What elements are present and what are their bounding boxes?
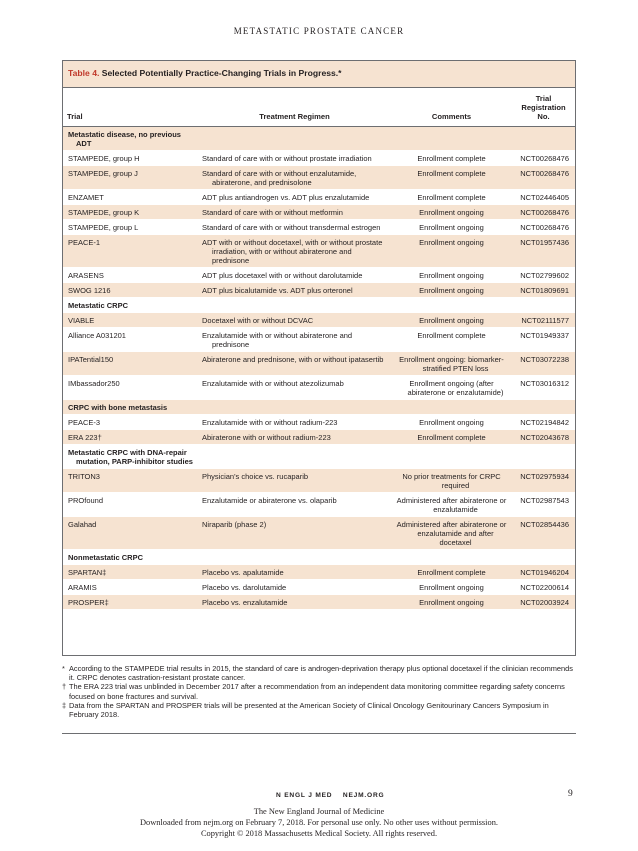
cell-trial-text: PEACE-3 xyxy=(68,418,101,427)
cell-registration xyxy=(512,580,575,595)
cell-registration xyxy=(512,430,575,445)
cell-registration-text: NCT02003924 xyxy=(520,598,569,607)
cell-comments-text: Enrollment ongoing: biomarker-stratified PTEN loss xyxy=(399,355,504,373)
cell-section-title-text: Nonmetastatic CRPC xyxy=(68,553,144,562)
cell-registration xyxy=(512,313,575,328)
cell-registration xyxy=(512,493,575,517)
cell-trial xyxy=(63,430,198,445)
cell-trial xyxy=(63,580,198,595)
cell-registration-text: NCT01809691 xyxy=(520,286,569,295)
cell-comments-text: Enrollment complete xyxy=(417,568,486,577)
cell-empty xyxy=(391,550,512,565)
cell-comments xyxy=(391,580,512,595)
cell-trial xyxy=(63,235,198,268)
header-regimen: Treatment Regimen xyxy=(198,88,391,127)
cell-regimen xyxy=(198,268,391,283)
cell-registration-text: NCT01949337 xyxy=(520,331,569,340)
cell-trial-text: SWOG 1216 xyxy=(68,286,111,295)
bottom-rule xyxy=(62,733,576,734)
cell-regimen xyxy=(198,469,391,493)
table-caption: Selected Potentially Practice-Changing Trials in Progress.* xyxy=(101,68,342,78)
cell-registration-text: NCT02987543 xyxy=(520,496,569,505)
cell-section-title-text: CRPC with bone metastasis xyxy=(68,403,168,412)
cell-comments-text: Administered after abiraterone or enzalutamide and after docetaxel xyxy=(396,520,507,547)
cell-registration xyxy=(512,205,575,220)
cell-empty xyxy=(512,298,575,313)
cell-empty xyxy=(198,550,391,565)
cell-regimen xyxy=(198,190,391,205)
cell-regimen xyxy=(198,352,391,376)
table-row xyxy=(63,151,575,166)
table-row xyxy=(63,469,575,493)
table-row xyxy=(63,517,575,550)
footnote xyxy=(62,682,578,700)
footnote-text: The ERA 223 trial was unblinded in December 2017 after a recommendation from an independent data monitoring committee regarding safety concerns focused on bone fractures and survival. xyxy=(69,682,565,701)
download-line: Copyright © 2018 Massachusetts Medical Society. All rights reserved. xyxy=(200,829,438,838)
cell-regimen-text: Standard of care with or without prostate irradiation xyxy=(202,154,372,163)
cell-comments xyxy=(391,517,512,550)
cell-regimen-text: Abiraterone and prednisone, with or without ipatasertib xyxy=(202,355,384,364)
table-section-row xyxy=(63,400,575,415)
cell-comments-text: Enrollment ongoing (after abiraterone or enzalutamide) xyxy=(407,379,504,397)
cell-regimen xyxy=(198,517,391,550)
cell-comments xyxy=(391,415,512,430)
journal-footer: N ENGL J MED NEJM.ORG xyxy=(276,792,385,799)
cell-regimen-text: ADT with or without docetaxel, with or without prostate irradiation, with or without abiraterone and prednisone xyxy=(202,238,383,265)
cell-registration-text: NCT03072238 xyxy=(520,355,569,364)
download-line: Downloaded from nejm.org on February 7, 2018. For personal use only. No other uses without permission. xyxy=(140,818,498,827)
cell-registration xyxy=(512,190,575,205)
cell-regimen xyxy=(198,565,391,580)
cell-trial xyxy=(63,352,198,376)
cell-comments-text: Enrollment complete xyxy=(417,331,486,340)
table-row xyxy=(63,220,575,235)
cell-empty xyxy=(512,445,575,469)
cell-registration-text: NCT00268476 xyxy=(520,154,569,163)
table-row xyxy=(63,595,575,610)
table-row xyxy=(63,283,575,298)
table-row xyxy=(63,376,575,400)
cell-comments xyxy=(391,352,512,376)
cell-regimen-text: Enzalutamide or abiraterone vs. olaparib xyxy=(202,496,337,505)
cell-comments-text: Enrollment ongoing xyxy=(419,271,484,280)
cell-comments-text: Enrollment ongoing xyxy=(419,418,484,427)
cell-regimen xyxy=(198,205,391,220)
cell-empty xyxy=(198,445,391,469)
table-label: Table 4. xyxy=(68,68,100,78)
cell-comments-text: Enrollment ongoing xyxy=(419,598,484,607)
table-row xyxy=(63,268,575,283)
cell-comments xyxy=(391,235,512,268)
cell-regimen-text: Placebo vs. darolutamide xyxy=(202,583,287,592)
cell-comments-text: Enrollment ongoing xyxy=(419,238,484,247)
cell-regimen xyxy=(198,220,391,235)
page-number: 9 xyxy=(568,789,573,799)
footnote xyxy=(62,701,578,719)
cell-trial-text: Alliance A031201 xyxy=(68,331,126,340)
cell-registration xyxy=(512,565,575,580)
cell-registration-text: NCT03016312 xyxy=(520,379,569,388)
table-title xyxy=(63,61,575,88)
cell-trial-text: IMbassador250 xyxy=(68,379,120,388)
cell-section-title xyxy=(63,550,198,565)
header-trial: Trial xyxy=(63,88,198,127)
cell-registration xyxy=(512,469,575,493)
cell-regimen xyxy=(198,313,391,328)
cell-comments xyxy=(391,205,512,220)
cell-trial xyxy=(63,565,198,580)
cell-registration-text: NCT02111577 xyxy=(521,316,569,325)
cell-trial xyxy=(63,268,198,283)
cell-comments xyxy=(391,430,512,445)
cell-registration xyxy=(512,352,575,376)
cell-comments xyxy=(391,469,512,493)
cell-registration xyxy=(512,268,575,283)
cell-empty xyxy=(391,127,512,151)
header-registration: Trial Registration No. xyxy=(512,88,575,127)
cell-section-title xyxy=(63,127,198,151)
table-row xyxy=(63,328,575,352)
cell-regimen-text: ADT plus docetaxel with or without darolutamide xyxy=(202,271,363,280)
cell-registration-text: NCT00268476 xyxy=(520,223,569,232)
cell-regimen-text: Standard of care with or without transdermal estrogen xyxy=(202,223,381,232)
cell-registration-text: NCT02854436 xyxy=(520,520,569,529)
cell-comments xyxy=(391,328,512,352)
cell-empty xyxy=(391,445,512,469)
download-notice xyxy=(0,806,638,839)
cell-registration-text: NCT00268476 xyxy=(520,208,569,217)
cell-registration-text: NCT02799602 xyxy=(520,271,569,280)
cell-trial-text: PEACE-1 xyxy=(68,238,101,247)
cell-comments xyxy=(391,220,512,235)
cell-trial xyxy=(63,190,198,205)
cell-trial xyxy=(63,595,198,610)
cell-trial-text: STAMPEDE, group J xyxy=(68,169,138,178)
cell-registration-text: NCT02975934 xyxy=(520,472,569,481)
cell-regimen xyxy=(198,493,391,517)
cell-comments-text: Enrollment ongoing xyxy=(419,583,484,592)
cell-regimen xyxy=(198,166,391,190)
cell-regimen-text: Enzalutamide with or without radium-223 xyxy=(202,418,338,427)
cell-trial-text: TRITON3 xyxy=(68,472,100,481)
cell-registration-text: NCT01946204 xyxy=(520,568,569,577)
cell-comments-text: Enrollment complete xyxy=(417,193,486,202)
cell-registration xyxy=(512,415,575,430)
cell-registration xyxy=(512,151,575,166)
table-row xyxy=(63,415,575,430)
table-section-row xyxy=(63,298,575,313)
cell-trial-text: SPARTAN‡ xyxy=(68,568,107,577)
cell-comments xyxy=(391,151,512,166)
cell-trial-text: PROfound xyxy=(68,496,104,505)
table-row xyxy=(63,352,575,376)
cell-registration-text: NCT02446405 xyxy=(520,193,569,202)
cell-regimen-text: ADT plus antiandrogen vs. ADT plus enzalutamide xyxy=(202,193,370,202)
cell-trial xyxy=(63,493,198,517)
cell-comments-text: No prior treatments for CRPC required xyxy=(402,472,501,490)
cell-trial xyxy=(63,205,198,220)
cell-trial-text: ERA 223† xyxy=(68,433,102,442)
cell-regimen-text: Placebo vs. apalutamide xyxy=(202,568,284,577)
table-row xyxy=(63,205,575,220)
cell-regimen xyxy=(198,430,391,445)
table-row xyxy=(63,580,575,595)
header-comments: Comments xyxy=(391,88,512,127)
table-section-row xyxy=(63,127,575,151)
footnote-text: According to the STAMPEDE trial results in 2015, the standard of care is androgen-deprivation therapy plus optional docetaxel if the clinician recommends it. CRPC denotes castration-resistant prostate cancer. xyxy=(69,664,573,683)
cell-registration-text: NCT00268476 xyxy=(520,169,569,178)
cell-section-title-text: Metastatic CRPC with DNA-repair mutation, PARP-inhibitor studies xyxy=(68,448,193,466)
cell-comments xyxy=(391,268,512,283)
cell-trial-text: STAMPEDE, group H xyxy=(68,154,140,163)
footnote-mark: ‡ xyxy=(62,700,67,710)
table-row xyxy=(63,565,575,580)
cell-trial-text: ARAMIS xyxy=(68,583,97,592)
cell-regimen xyxy=(198,580,391,595)
cell-empty xyxy=(512,550,575,565)
cell-regimen xyxy=(198,595,391,610)
table-row xyxy=(63,190,575,205)
cell-comments xyxy=(391,376,512,400)
cell-comments-text: Enrollment ongoing xyxy=(419,316,484,325)
table-row xyxy=(63,166,575,190)
cell-section-title-text: Metastatic CRPC xyxy=(68,301,129,310)
cell-empty xyxy=(198,298,391,313)
cell-regimen xyxy=(198,376,391,400)
cell-regimen-text: Niraparib (phase 2) xyxy=(202,520,267,529)
cell-regimen-text: Physician's choice vs. rucaparib xyxy=(202,472,309,481)
download-line: The New England Journal of Medicine xyxy=(253,807,385,816)
footnote xyxy=(62,664,578,682)
cell-comments-text: Enrollment ongoing xyxy=(419,286,484,295)
cell-registration-text: NCT02194842 xyxy=(520,418,569,427)
table-row xyxy=(63,235,575,268)
cell-section-title xyxy=(63,445,198,469)
cell-comments-text: Enrollment ongoing xyxy=(419,208,484,217)
cell-regimen xyxy=(198,328,391,352)
cell-section-title xyxy=(63,298,198,313)
cell-registration-text: NCT02200614 xyxy=(520,583,569,592)
cell-registration xyxy=(512,166,575,190)
table-section-row xyxy=(63,550,575,565)
cell-section-title-text: Metastatic disease, no previous ADT xyxy=(68,130,181,148)
cell-empty xyxy=(512,127,575,151)
cell-comments-text: Enrollment complete xyxy=(417,169,486,178)
footnote-mark: † xyxy=(62,682,67,692)
cell-trial xyxy=(63,469,198,493)
footnote-text: Data from the SPARTAN and PROSPER trials will be presented at the American Society of Clinical Oncology Genitourinary Cancers Symposium in February 2018. xyxy=(69,700,549,720)
cell-regimen xyxy=(198,415,391,430)
cell-section-title xyxy=(63,400,198,415)
cell-registration xyxy=(512,376,575,400)
cell-registration xyxy=(512,517,575,550)
cell-registration xyxy=(512,595,575,610)
cell-trial xyxy=(63,166,198,190)
cell-trial-text: ENZAMET xyxy=(68,193,104,202)
table-4 xyxy=(62,60,576,656)
cell-comments xyxy=(391,493,512,517)
cell-regimen xyxy=(198,235,391,268)
trials-table xyxy=(63,88,575,610)
cell-trial-text: VIABLE xyxy=(68,316,95,325)
cell-empty xyxy=(391,400,512,415)
cell-empty xyxy=(512,400,575,415)
running-head: METASTATIC PROSTATE CANCER xyxy=(233,26,405,36)
cell-comments xyxy=(391,313,512,328)
cell-trial xyxy=(63,376,198,400)
cell-regimen-text: Docetaxel with or without DCVAC xyxy=(202,316,314,325)
cell-regimen-text: Standard of care with or without enzalutamide, abiraterone, and prednisolone xyxy=(202,169,357,187)
cell-empty xyxy=(391,298,512,313)
cell-comments xyxy=(391,166,512,190)
cell-comments xyxy=(391,595,512,610)
table-row xyxy=(63,313,575,328)
table-row xyxy=(63,430,575,445)
footnote-mark: * xyxy=(62,664,65,673)
cell-registration xyxy=(512,235,575,268)
cell-comments xyxy=(391,565,512,580)
cell-trial-text: STAMPEDE, group L xyxy=(68,223,139,232)
cell-empty xyxy=(198,400,391,415)
cell-trial xyxy=(63,415,198,430)
cell-regimen-text: Standard of care with or without metformin xyxy=(202,208,343,217)
cell-trial-text: IPATential150 xyxy=(68,355,114,364)
cell-regimen-text: Abiraterone with or without radium-223 xyxy=(202,433,331,442)
cell-registration xyxy=(512,283,575,298)
cell-trial xyxy=(63,313,198,328)
cell-regimen-text: Placebo vs. enzalutamide xyxy=(202,598,288,607)
cell-registration xyxy=(512,220,575,235)
cell-comments xyxy=(391,283,512,298)
cell-trial-text: STAMPEDE, group K xyxy=(68,208,140,217)
cell-trial xyxy=(63,220,198,235)
cell-trial xyxy=(63,517,198,550)
table-header-row xyxy=(63,88,575,127)
cell-regimen-text: Enzalutamide with or without abiraterone and prednisone xyxy=(202,331,353,349)
cell-comments xyxy=(391,190,512,205)
cell-regimen xyxy=(198,283,391,298)
table-section-row xyxy=(63,445,575,469)
cell-comments-text: Enrollment ongoing xyxy=(419,223,484,232)
cell-registration-text: NCT02043678 xyxy=(520,433,569,442)
cell-regimen-text: Enzalutamide with or without atezolizumab xyxy=(202,379,344,388)
cell-registration xyxy=(512,328,575,352)
cell-regimen-text: ADT plus bicalutamide vs. ADT plus orteronel xyxy=(202,286,353,295)
cell-empty xyxy=(198,127,391,151)
table-footnotes xyxy=(62,664,578,719)
cell-trial xyxy=(63,328,198,352)
table-row xyxy=(63,493,575,517)
cell-regimen xyxy=(198,151,391,166)
cell-trial xyxy=(63,151,198,166)
cell-trial-text: Galahad xyxy=(68,520,97,529)
cell-registration-text: NCT01957436 xyxy=(520,238,569,247)
cell-comments-text: Enrollment complete xyxy=(417,154,486,163)
cell-trial-text: PROSPER‡ xyxy=(68,598,109,607)
cell-comments-text: Administered after abiraterone or enzalutamide xyxy=(396,496,507,514)
cell-trial-text: ARASENS xyxy=(68,271,104,280)
cell-trial xyxy=(63,283,198,298)
cell-comments-text: Enrollment complete xyxy=(417,433,486,442)
